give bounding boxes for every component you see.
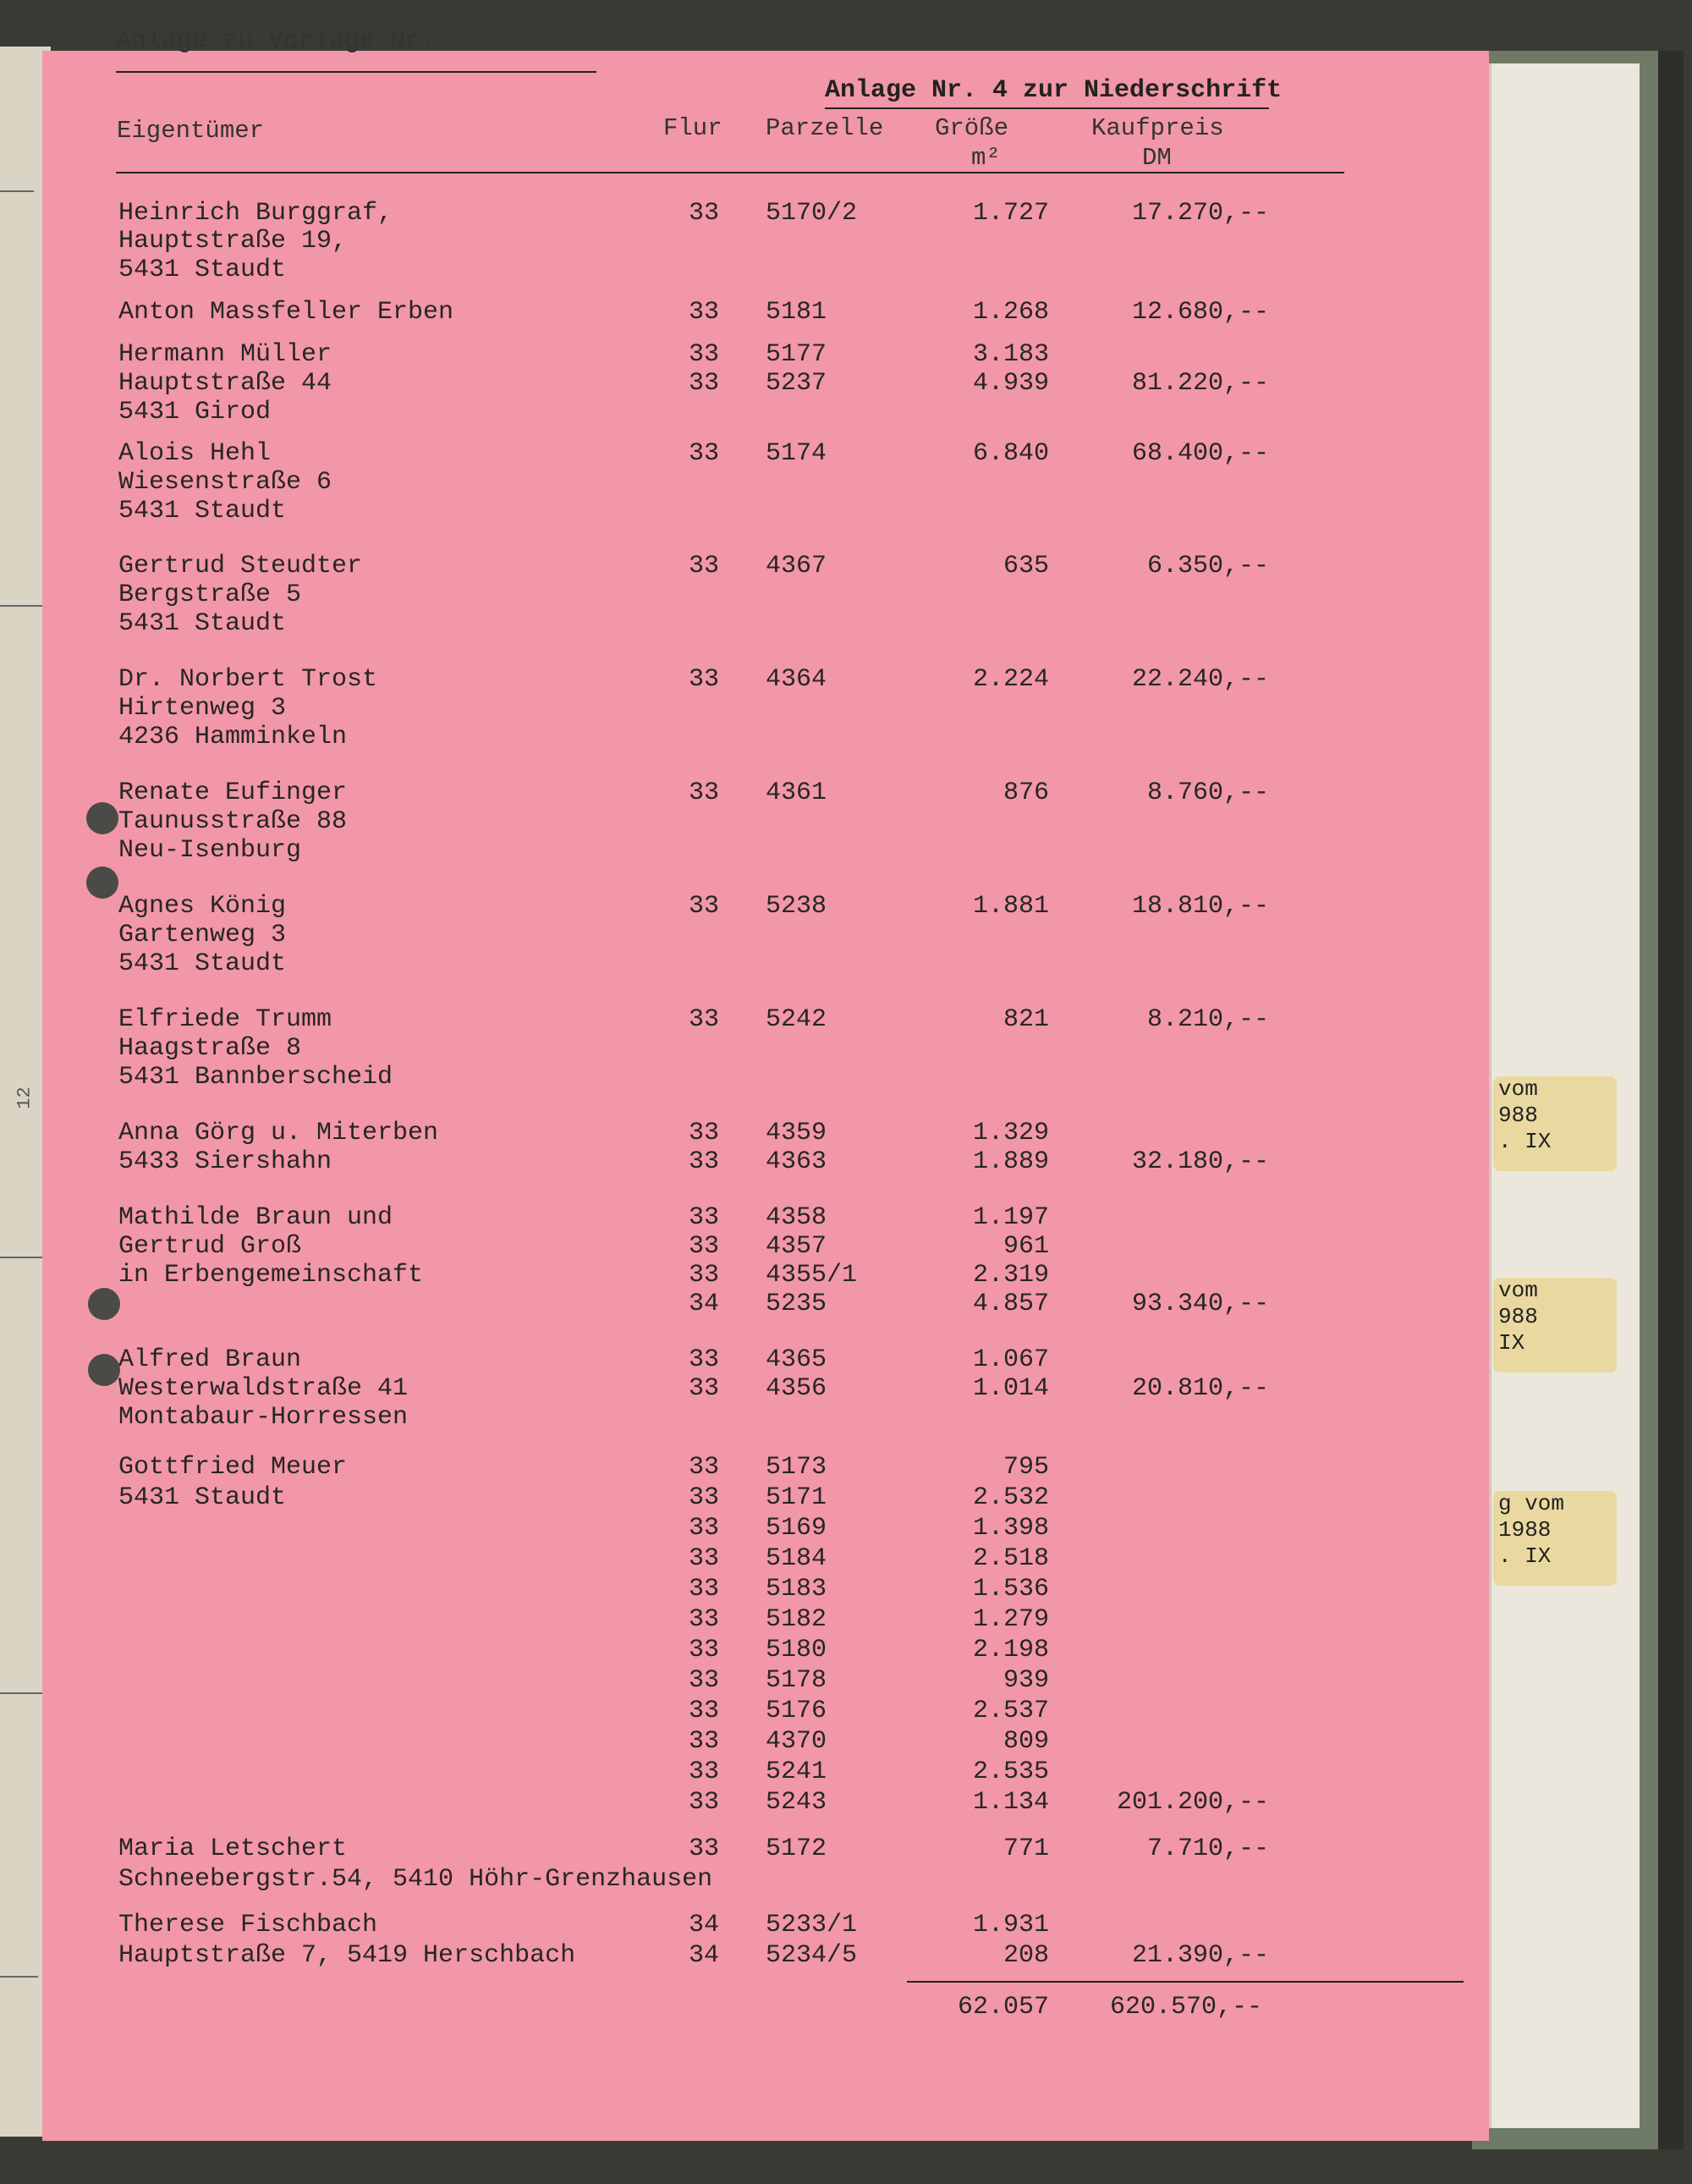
- size-cell: 635: [1003, 552, 1049, 580]
- parcel-cell: 5243: [766, 1788, 827, 1817]
- owner-cell: 5433 Siershahn: [118, 1147, 332, 1176]
- flur-cell: 33: [688, 369, 719, 398]
- table-row: [0, 398, 1354, 426]
- flur-cell: 33: [688, 1453, 719, 1482]
- title-underline: [116, 71, 596, 73]
- flur-cell: 33: [688, 1232, 719, 1261]
- parcel-cell: 4367: [766, 552, 827, 580]
- owner-cell: Hermann Müller: [118, 340, 332, 369]
- size-cell: 1.197: [972, 1203, 1049, 1232]
- header-parcel: Parzelle: [766, 114, 884, 142]
- table-row: [0, 665, 1354, 694]
- table-row: [0, 1697, 1354, 1725]
- table-row: [0, 1203, 1354, 1232]
- parcel-cell: 4358: [766, 1203, 827, 1232]
- flur-cell: 33: [688, 1483, 719, 1512]
- owner-cell: Montabaur-Horressen: [118, 1403, 409, 1432]
- total-price: 620.570,--: [1109, 1993, 1262, 2022]
- table-row: [0, 1232, 1354, 1261]
- parcel-cell: 5184: [766, 1544, 827, 1573]
- index-tab-2[interactable]: vom 988 IX: [1493, 1278, 1617, 1373]
- price-cell: 93.340,--: [1131, 1290, 1269, 1318]
- flur-cell: 33: [688, 1666, 719, 1695]
- size-cell: 939: [1003, 1666, 1049, 1695]
- size-cell: 1.134: [972, 1788, 1049, 1817]
- owner-cell: Bergstraße 5: [118, 580, 302, 609]
- parcel-cell: 5241: [766, 1758, 827, 1786]
- table-row: [0, 340, 1354, 369]
- flur-cell: 33: [688, 1636, 719, 1664]
- owner-cell: 5431 Staudt: [118, 609, 287, 638]
- header-rule: [116, 172, 1344, 173]
- size-cell: 1.931: [972, 1911, 1049, 1939]
- table-row: [0, 227, 1354, 256]
- owner-cell: Elfriede Trumm: [118, 1005, 332, 1034]
- size-cell: 4.857: [972, 1290, 1049, 1318]
- parcel-cell: 4363: [766, 1147, 827, 1176]
- table-row: [0, 468, 1354, 497]
- flur-cell: 33: [688, 1147, 719, 1176]
- flur-cell: 33: [688, 1345, 719, 1374]
- owner-cell: 5431 Staudt: [118, 1483, 287, 1512]
- flur-cell: 33: [688, 1203, 719, 1232]
- size-cell: 2.535: [972, 1758, 1049, 1786]
- total-size: 62.057: [957, 1993, 1049, 2022]
- owner-cell: Heinrich Burggraf,: [118, 199, 393, 228]
- flur-cell: 33: [688, 340, 719, 369]
- flur-cell: 33: [688, 1005, 719, 1034]
- table-row: [0, 199, 1354, 228]
- flur-cell: 33: [688, 1575, 719, 1604]
- size-cell: 1.014: [972, 1374, 1049, 1403]
- parcel-cell: 4364: [766, 665, 827, 694]
- size-cell: 2.198: [972, 1636, 1049, 1664]
- price-cell: 20.810,--: [1131, 1374, 1269, 1403]
- flur-cell: 33: [688, 298, 719, 327]
- price-cell: 81.220,--: [1131, 369, 1269, 398]
- owner-cell: Hauptstraße 44: [118, 369, 332, 398]
- owner-cell: 5431 Staudt: [118, 949, 287, 978]
- parcel-cell: 5169: [766, 1514, 827, 1543]
- owner-cell: 4236 Hamminkeln: [118, 723, 348, 751]
- header-price: Kaufpreis: [1091, 114, 1224, 142]
- parcel-cell: 5171: [766, 1483, 827, 1512]
- parcel-cell: 5176: [766, 1697, 827, 1725]
- size-cell: 771: [1003, 1835, 1049, 1863]
- owner-cell: Gartenweg 3: [118, 921, 287, 949]
- table-row: [0, 1063, 1354, 1092]
- owner-cell: Hirtenweg 3: [118, 694, 287, 723]
- table-row: [0, 892, 1354, 921]
- table-row: [0, 1835, 1354, 1863]
- flur-cell: 33: [688, 1727, 719, 1756]
- price-cell: 6.350,--: [1146, 552, 1269, 580]
- table-row: [0, 778, 1354, 807]
- owner-cell: 5431 Staudt: [118, 256, 287, 284]
- price-cell: 22.240,--: [1131, 665, 1269, 694]
- table-row: [0, 1403, 1354, 1432]
- owner-cell: Schneebergstr.54, 5410 Höhr-Grenzhausen: [118, 1865, 713, 1894]
- table-row: [0, 1453, 1354, 1482]
- parcel-cell: 5177: [766, 340, 827, 369]
- parcel-cell: 4370: [766, 1727, 827, 1756]
- table-row: [0, 1575, 1354, 1604]
- table-row: [0, 1483, 1354, 1512]
- table-row: [0, 807, 1354, 836]
- owner-cell: Renate Eufinger: [118, 778, 348, 807]
- flur-cell: 34: [688, 1290, 719, 1318]
- owner-cell: Gertrud Steudter: [118, 552, 363, 580]
- owner-cell: Gottfried Meuer: [118, 1453, 348, 1482]
- table-row: [0, 949, 1354, 978]
- parcel-cell: 5233/1: [766, 1911, 858, 1939]
- left-page-number: 12: [14, 1086, 36, 1109]
- table-row: [0, 1374, 1354, 1403]
- owner-cell: 5431 Staudt: [118, 497, 287, 525]
- parcel-cell: 4359: [766, 1119, 827, 1147]
- size-cell: 809: [1003, 1727, 1049, 1756]
- table-row: [0, 1727, 1354, 1756]
- parcel-cell: 5237: [766, 369, 827, 398]
- price-cell: 21.390,--: [1131, 1941, 1269, 1970]
- size-cell: 2.518: [972, 1544, 1049, 1573]
- table-row: [0, 1290, 1354, 1318]
- size-cell: 1.268: [972, 298, 1049, 327]
- owner-cell: in Erbengemeinschaft: [118, 1261, 424, 1290]
- size-cell: 2.319: [972, 1261, 1049, 1290]
- owner-cell: Westerwaldstraße 41: [118, 1374, 409, 1403]
- table-row: [0, 1119, 1354, 1147]
- parcel-cell: 5235: [766, 1290, 827, 1318]
- table-row: [0, 1758, 1354, 1786]
- table-row: [0, 1034, 1354, 1063]
- owner-cell: Alfred Braun: [118, 1345, 302, 1374]
- size-cell: 2.537: [972, 1697, 1049, 1725]
- index-tab-3[interactable]: g vom 1988 . IX: [1493, 1491, 1617, 1586]
- table-row: [0, 439, 1354, 468]
- vorlage-title: Anlage zu Vorlage Nr.: [116, 27, 437, 56]
- parcel-cell: 5180: [766, 1636, 827, 1664]
- size-cell: 795: [1003, 1453, 1049, 1482]
- price-cell: 68.400,--: [1131, 439, 1269, 468]
- parcel-cell: 5181: [766, 298, 827, 327]
- totals-rule: [907, 1981, 1464, 1983]
- table-row: [0, 1544, 1354, 1573]
- appendix-title: Anlage Nr. 4 zur Niederschrift: [825, 76, 1283, 105]
- price-cell: 32.180,--: [1131, 1147, 1269, 1176]
- owner-cell: Neu-Isenburg: [118, 836, 302, 865]
- price-cell: 201.200,--: [1116, 1788, 1269, 1817]
- flur-cell: 33: [688, 1835, 719, 1863]
- size-cell: 1.889: [972, 1147, 1049, 1176]
- index-tab-1[interactable]: vom 988 . IX: [1493, 1076, 1617, 1171]
- size-cell: 961: [1003, 1232, 1049, 1261]
- price-cell: 7.710,--: [1146, 1835, 1269, 1863]
- size-cell: 1.727: [972, 199, 1049, 228]
- owner-cell: Dr. Norbert Trost: [118, 665, 378, 694]
- flur-cell: 33: [688, 1788, 719, 1817]
- size-cell: 821: [1003, 1005, 1049, 1034]
- size-cell: 6.840: [972, 439, 1049, 468]
- flur-cell: 33: [688, 1544, 719, 1573]
- flur-cell: 33: [688, 1697, 719, 1725]
- table-row: [0, 369, 1354, 398]
- size-cell: 1.398: [972, 1514, 1049, 1543]
- parcel-cell: 5178: [766, 1666, 827, 1695]
- size-cell: 1.067: [972, 1345, 1049, 1374]
- table-row: [0, 1788, 1354, 1817]
- parcel-cell: 5173: [766, 1453, 827, 1482]
- price-cell: 8.760,--: [1146, 778, 1269, 807]
- header-owner: Eigentümer: [117, 117, 265, 145]
- size-cell: 208: [1003, 1941, 1049, 1970]
- size-cell: 1.329: [972, 1119, 1049, 1147]
- parcel-cell: 5183: [766, 1575, 827, 1604]
- parcel-cell: 5174: [766, 439, 827, 468]
- size-cell: 2.532: [972, 1483, 1049, 1512]
- binder-edge: [1658, 51, 1684, 2149]
- owner-cell: Haagstraße 8: [118, 1034, 302, 1063]
- flur-cell: 34: [688, 1911, 719, 1939]
- parcel-cell: 4365: [766, 1345, 827, 1374]
- flur-cell: 33: [688, 665, 719, 694]
- price-cell: 12.680,--: [1131, 298, 1269, 327]
- table-row: [0, 552, 1354, 580]
- owner-cell: Agnes König: [118, 892, 287, 921]
- parcel-cell: 4361: [766, 778, 827, 807]
- flur-cell: 33: [688, 1605, 719, 1634]
- parcel-cell: 5242: [766, 1005, 827, 1034]
- appendix-underline: [825, 107, 1269, 109]
- table-row: [0, 1666, 1354, 1695]
- owner-cell: Hauptstraße 19,: [118, 227, 348, 256]
- price-cell: 8.210,--: [1146, 1005, 1269, 1034]
- owner-cell: Therese Fischbach: [118, 1911, 378, 1939]
- table-row: [0, 1005, 1354, 1034]
- flur-cell: 34: [688, 1941, 719, 1970]
- owner-cell: Hauptstraße 7, 5419 Herschbach: [118, 1941, 576, 1970]
- parcel-cell: 5170/2: [766, 199, 858, 228]
- table-row: [0, 694, 1354, 723]
- header-price-unit: DM: [1142, 144, 1172, 172]
- flur-cell: 33: [688, 778, 719, 807]
- table-row: [0, 1147, 1354, 1176]
- parcel-cell: 4357: [766, 1232, 827, 1261]
- table-row: [0, 1911, 1354, 1939]
- owner-cell: Wiesenstraße 6: [118, 468, 332, 497]
- table-row: [0, 1261, 1354, 1290]
- owner-cell: Alois Hehl: [118, 439, 272, 468]
- size-cell: 2.224: [972, 665, 1049, 694]
- flur-cell: 33: [688, 1261, 719, 1290]
- table-row: [0, 497, 1354, 525]
- flur-cell: 33: [688, 552, 719, 580]
- flur-cell: 33: [688, 1514, 719, 1543]
- table-row: [0, 1514, 1354, 1543]
- table-row: [0, 1636, 1354, 1664]
- flur-cell: 33: [688, 892, 719, 921]
- table-row: [0, 298, 1354, 327]
- parcel-cell: 5238: [766, 892, 827, 921]
- owner-cell: Anna Görg u. Miterben: [118, 1119, 439, 1147]
- size-cell: 3.183: [972, 340, 1049, 369]
- table-row: [0, 836, 1354, 865]
- size-cell: 1.881: [972, 892, 1049, 921]
- table-row: [0, 256, 1354, 284]
- table-row: [0, 1345, 1354, 1374]
- flur-cell: 33: [688, 1374, 719, 1403]
- header-flur: Flur: [663, 114, 722, 142]
- parcel-cell: 4356: [766, 1374, 827, 1403]
- table-row: [0, 1941, 1354, 1970]
- parcel-cell: 5172: [766, 1835, 827, 1863]
- owner-cell: Gertrud Groß: [118, 1232, 302, 1261]
- table-row: [0, 921, 1354, 949]
- table-row: [0, 1865, 1354, 1894]
- price-cell: 17.270,--: [1131, 199, 1269, 228]
- flur-cell: 33: [688, 439, 719, 468]
- parcel-cell: 5182: [766, 1605, 827, 1634]
- header-size: Größe: [935, 114, 1009, 142]
- size-cell: 4.939: [972, 369, 1049, 398]
- table-row: [0, 1605, 1354, 1634]
- parcel-cell: 5234/5: [766, 1941, 858, 1970]
- header-size-unit: m²: [971, 144, 1001, 172]
- table-row: [0, 580, 1354, 609]
- price-cell: 18.810,--: [1131, 892, 1269, 921]
- parcel-cell: 4355/1: [766, 1261, 858, 1290]
- flur-cell: 33: [688, 1758, 719, 1786]
- owner-cell: Maria Letschert: [118, 1835, 348, 1863]
- size-cell: 876: [1003, 778, 1049, 807]
- owner-cell: Mathilde Braun und: [118, 1203, 393, 1232]
- size-cell: 1.279: [972, 1605, 1049, 1634]
- owner-cell: 5431 Bannberscheid: [118, 1063, 393, 1092]
- size-cell: 1.536: [972, 1575, 1049, 1604]
- table-row: [0, 609, 1354, 638]
- table-row: [0, 723, 1354, 751]
- owner-cell: Anton Massfeller Erben: [118, 298, 454, 327]
- owner-cell: 5431 Girod: [118, 398, 272, 426]
- flur-cell: 33: [688, 1119, 719, 1147]
- owner-cell: Taunusstraße 88: [118, 807, 348, 836]
- flur-cell: 33: [688, 199, 719, 228]
